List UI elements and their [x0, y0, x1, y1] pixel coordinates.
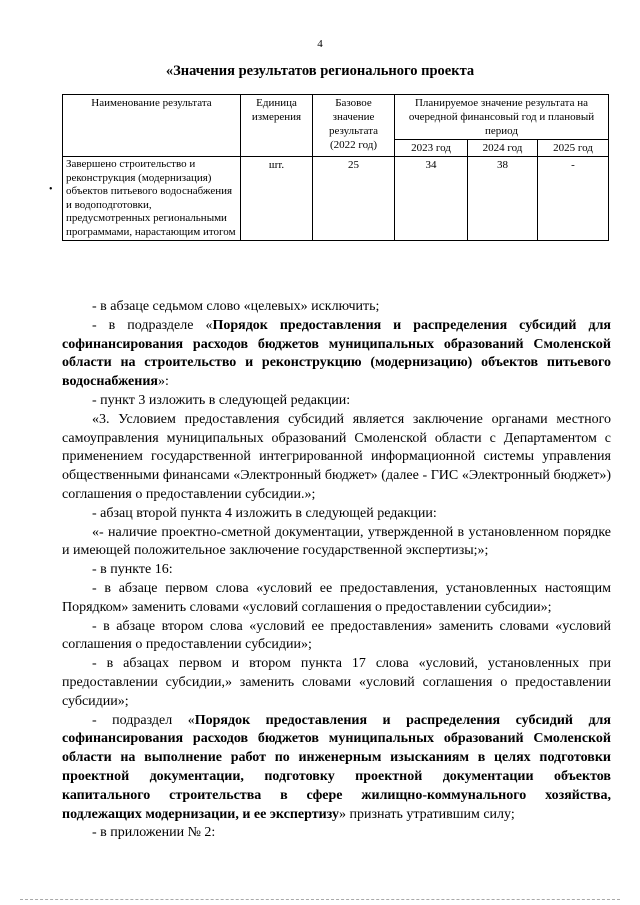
- header-year-2023: 2023 год: [395, 140, 468, 157]
- paragraph: «- наличие проектно-сметной документации, утвержденной в установленном порядке и имеющей положительное заключение государственной экспертизы;»;: [62, 524, 611, 559]
- paragraph: - в абзаце втором слова «условий ее предоставления» заменить словами «условий соглашения о предоставлении субсидии»;: [62, 618, 611, 653]
- cell-2025: -: [538, 157, 609, 241]
- paragraph: - пункт 3 изложить в следующей редакции:: [92, 392, 351, 408]
- subsection-title: Порядок предоставления и распределения субсидий для софинансирования расходов бюджетов муниципальных образований Смоленской области на строительство и реконструкцию (модернизацию) объектов питьевого водоснабжения: [62, 317, 611, 390]
- paragraph-text: » признать утратившим силу;: [338, 806, 515, 822]
- cell-name: Завершено строительство и реконструкция (модернизация) объектов питьевого водоснабжения и водоподготовки, предусмотренных региональными программами, нарастающим итогом: [63, 157, 241, 241]
- cell-2024: 38: [468, 157, 538, 241]
- page-number: 4: [317, 38, 323, 50]
- paragraph: - в пункте 16:: [92, 562, 173, 578]
- margin-mark: •: [49, 184, 53, 195]
- section-heading: «Значения результатов регионального проекта: [165, 63, 475, 79]
- header-name: Наименование результата: [63, 95, 241, 157]
- paragraph: «3. Условием предоставления субсидий является заключение органами местного самоуправления муниципальных образований Смоленской области с Департаментом с применением государственной интегрированной информационной системы управления общественными финансами «Электронный бюджет» (далее - ГИС «Электронный бюджет») соглашения о предоставлении субсидии.»;: [62, 411, 611, 502]
- document-body: [62, 298, 611, 843]
- paragraph-text: - в подразделе «: [92, 317, 213, 333]
- paragraph-text: »:: [157, 374, 169, 390]
- cell-unit: шт.: [241, 157, 313, 241]
- table-header-row: [63, 95, 609, 140]
- header-year-2025: 2025 год: [538, 140, 609, 157]
- header-planned: Планируемое значение результата на очередной финансовый год и плановый период: [395, 95, 609, 140]
- paragraph: [62, 712, 611, 825]
- header-base: Базовое значение результата (2022 год): [313, 95, 395, 157]
- header-unit: Единица измерения: [241, 95, 313, 157]
- cell-2023: 34: [395, 157, 468, 241]
- table-row: [63, 157, 609, 241]
- results-table: [62, 94, 609, 241]
- paragraph: - абзац второй пункта 4 изложить в следующей редакции:: [92, 505, 437, 521]
- paragraph: [62, 317, 611, 392]
- paragraph: - в приложении № 2:: [92, 825, 216, 841]
- header-year-2024: 2024 год: [468, 140, 538, 157]
- paragraph-text: - подраздел «: [92, 712, 195, 728]
- cell-base: 25: [313, 157, 395, 241]
- paragraph: - в абзацах первом и втором пункта 17 слова «условий, установленных при предоставлении субсидии,» заменить словами «условий соглашения о предоставлении субсидии»;: [62, 656, 611, 709]
- subsection-title: Порядок предоставления и распределения субсидий для софинансирования расходов бюджетов муниципальных образований Смоленской области на выполнение работ по инженерным изысканиям в целях подготовки проектной документации, подготовку проектной документации объектов капитального строительства в сфере жилищно-коммунального хозяйства, подлежащих модернизации, и ее экспертизу: [62, 712, 611, 822]
- paragraph: - в абзаце седьмом слово «целевых» исключить;: [92, 299, 380, 314]
- paragraph: - в абзаце первом слова «условий ее предоставления, установленных настоящим Порядком» заменить словами «условий соглашения о предоставлении субсидии»;: [62, 580, 611, 615]
- scan-edge-line: [20, 899, 620, 900]
